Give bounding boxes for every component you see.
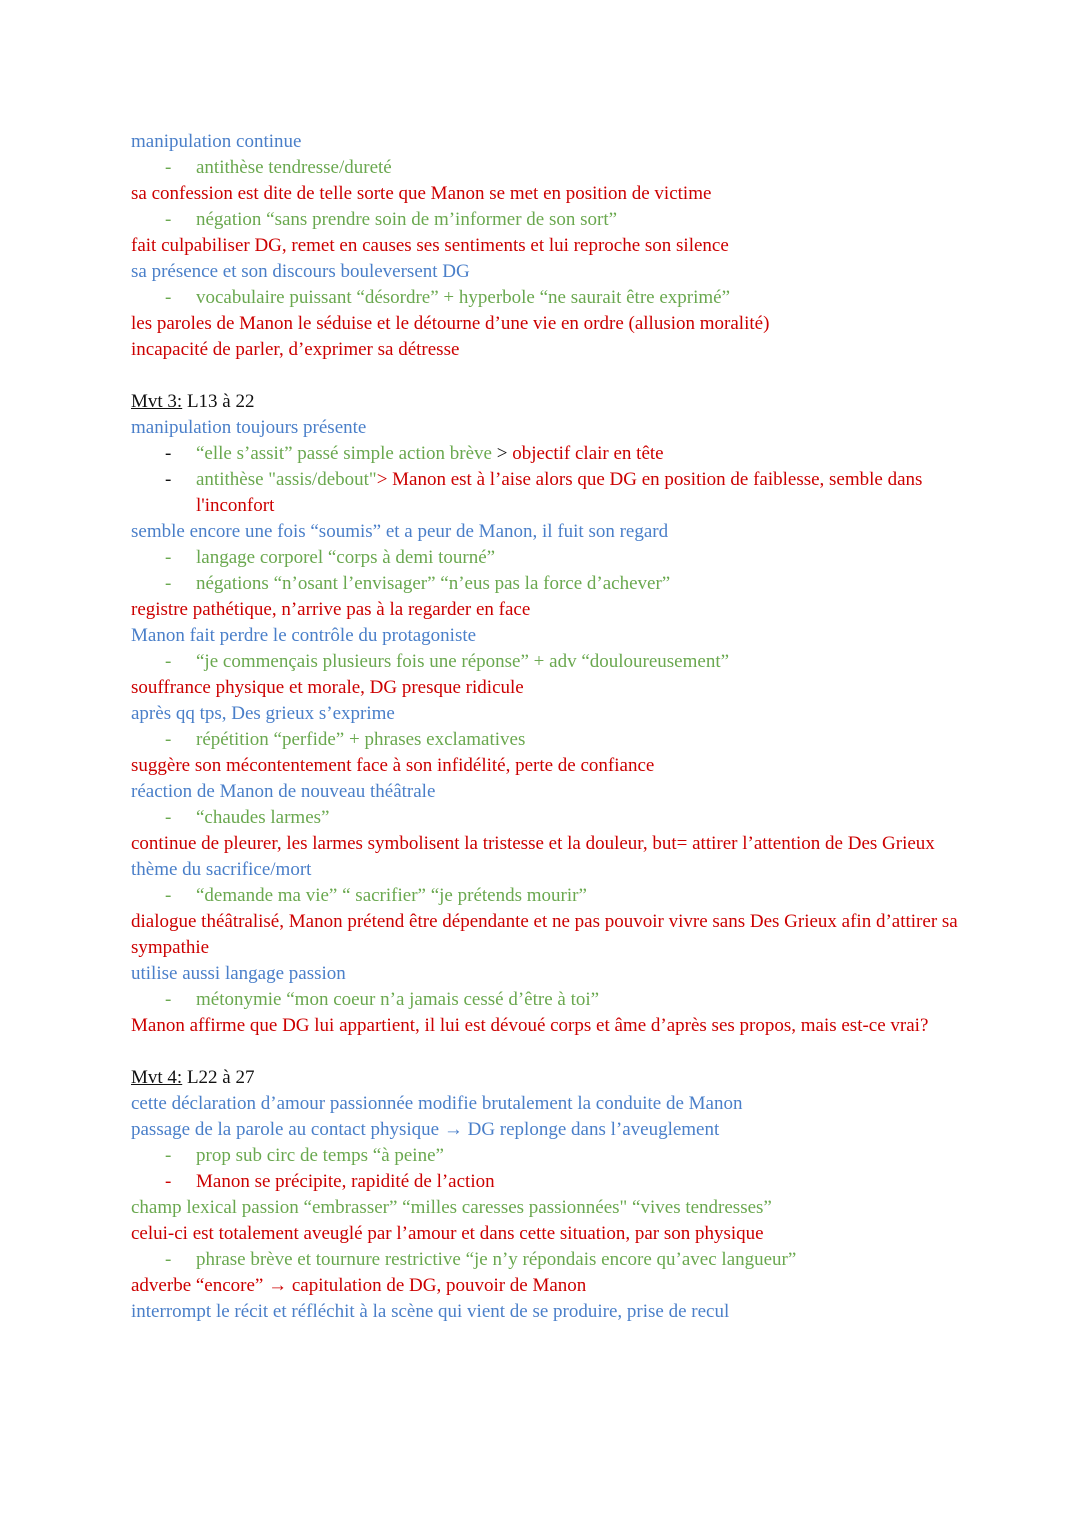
bullet-text: prop sub circ de temps “à peine” [196, 1145, 444, 1166]
bullet-item [131, 649, 961, 675]
note-line: celui-ci est totalement aveuglé par l’amour et dans cette situation, par son physique [131, 1223, 764, 1244]
note-line: cette déclaration d’amour passionnée modifie brutalement la conduite de Manon [131, 1093, 743, 1114]
bullet-text: “demande ma vie” “ sacrifier” “je prétends mourir” [196, 885, 587, 906]
bullet-text: “je commençais plusieurs fois une réponse” + adv “douloureusement” [196, 651, 730, 672]
bullet-text: vocabulaire puissant “désordre” + hyperbole “ne saurait être exprimé” [196, 287, 731, 308]
bullet-text: Manon se précipite, rapidité de l’action [196, 1171, 495, 1192]
heading-label: Mvt 3: [131, 391, 183, 412]
bullet-dash: - [165, 651, 172, 672]
note-line: sa confession est dite de telle sorte que Manon se met en position de victime [131, 183, 712, 204]
bullet-dash: - [165, 547, 172, 568]
note-line: thème du sacrifice/mort [131, 859, 312, 880]
bullet-text: “chaudes larmes” [196, 807, 330, 828]
note-line: registre pathétique, n’arrive pas à la regarder en face [131, 599, 531, 620]
bullet-dash: - [165, 443, 172, 464]
bullet-item [131, 1247, 961, 1273]
bullet-item [131, 1143, 961, 1169]
blank-line [131, 363, 961, 389]
note-line: interrompt le récit et réfléchit à la scène qui vient de se produire, prise de recul [131, 1301, 730, 1322]
note-line: manipulation continue [131, 131, 302, 152]
bullet-text: objectif clair en tête [512, 443, 664, 464]
bullet-item [131, 285, 961, 311]
bullet-dash: - [165, 469, 172, 490]
bullet-text: > [491, 443, 513, 464]
bullet-text: > Manon est à l’aise alors que DG en position de faiblesse, semble dans l'inconfort [196, 469, 923, 516]
bullet-dash: - [165, 989, 172, 1010]
bullet-dash: - [165, 1145, 172, 1166]
note-line: champ lexical passion “embrasser” “milles caresses passionnées" “vives tendresses” [131, 1197, 772, 1218]
heading-label: Mvt 4: [131, 1067, 183, 1088]
bullet-item [131, 441, 961, 467]
bullet-text: langage corporel “corps à demi tourné” [196, 547, 496, 568]
bullet-text: “elle s’assit” passé simple action brève [196, 443, 492, 464]
section-heading [131, 389, 961, 415]
heading-range: L13 à 22 [182, 391, 255, 412]
bullet-item [131, 1169, 961, 1195]
note-line: continue de pleurer, les larmes symbolisent la tristesse et la douleur, but= attirer l’attention de Des Grieux [131, 833, 935, 854]
note-line: manipulation toujours présente [131, 417, 367, 438]
bullet-item [131, 207, 961, 233]
bullet-text: métonymie “mon coeur n’a jamais cessé d’être à toi” [196, 989, 600, 1010]
heading-range: L22 à 27 [182, 1067, 255, 1088]
bullet-dash: - [165, 885, 172, 906]
section-heading [131, 1065, 961, 1091]
note-line: fait culpabiliser DG, remet en causes ses sentiments et lui reproche son silence [131, 235, 729, 256]
bullet-item [131, 571, 961, 597]
bullet-text: négation “sans prendre soin de m’informer de son sort” [196, 209, 618, 230]
bullet-item [131, 883, 961, 909]
bullet-item [131, 155, 961, 181]
note-line: après qq tps, Des grieux s’exprime [131, 703, 395, 724]
note-line: sa présence et son discours bouleversent DG [131, 261, 470, 282]
bullet-dash: - [165, 287, 172, 308]
note-line: souffrance physique et morale, DG presque ridicule [131, 677, 524, 698]
note-line: les paroles de Manon le séduise et le détourne d’une vie en ordre (allusion moralité) [131, 313, 770, 334]
note-line: semble encore une fois “soumis” et a peur de Manon, il fuit son regard [131, 521, 669, 542]
bullet-dash: - [165, 157, 172, 178]
note-line: Manon fait perdre le contrôle du protagoniste [131, 625, 477, 646]
note-line: passage de la parole au contact physique → DG replonge dans l’aveuglement [131, 1119, 720, 1140]
bullet-text: négations “n’osant l’envisager” “n’eus pas la force d’achever” [196, 573, 671, 594]
blank-line [131, 1039, 961, 1065]
bullet-dash: - [165, 209, 172, 230]
bullet-text: antithèse "assis/debout" [196, 469, 377, 490]
bullet-dash: - [165, 1171, 172, 1192]
note-line: dialogue théâtralisé, Manon prétend être dépendante et ne pas pouvoir vivre sans Des Grieux afin d’attirer sa sympathie [131, 911, 958, 958]
bullet-text: répétition “perfide” + phrases exclamatives [196, 729, 526, 750]
bullet-dash: - [165, 729, 172, 750]
bullet-item [131, 727, 961, 753]
bullet-dash: - [165, 1249, 172, 1270]
note-line: utilise aussi langage passion [131, 963, 346, 984]
bullet-item [131, 805, 961, 831]
bullet-item [131, 467, 961, 519]
bullet-item [131, 987, 961, 1013]
bullet-dash: - [165, 807, 172, 828]
document-body [131, 129, 961, 1325]
bullet-text: phrase brève et tournure restrictive “je n’y répondais encore qu’avec langueur” [196, 1249, 797, 1270]
note-line: adverbe “encore” → capitulation de DG, pouvoir de Manon [131, 1275, 587, 1296]
note-line: incapacité de parler, d’exprimer sa détresse [131, 339, 460, 360]
bullet-text: antithèse tendresse/dureté [196, 157, 392, 178]
note-line: réaction de Manon de nouveau théâtrale [131, 781, 436, 802]
bullet-dash: - [165, 573, 172, 594]
bullet-item [131, 545, 961, 571]
note-line: Manon affirme que DG lui appartient, il lui est dévoué corps et âme d’après ses propos, mais est-ce vrai? [131, 1015, 929, 1036]
note-line: suggère son mécontentement face à son infidélité, perte de confiance [131, 755, 655, 776]
